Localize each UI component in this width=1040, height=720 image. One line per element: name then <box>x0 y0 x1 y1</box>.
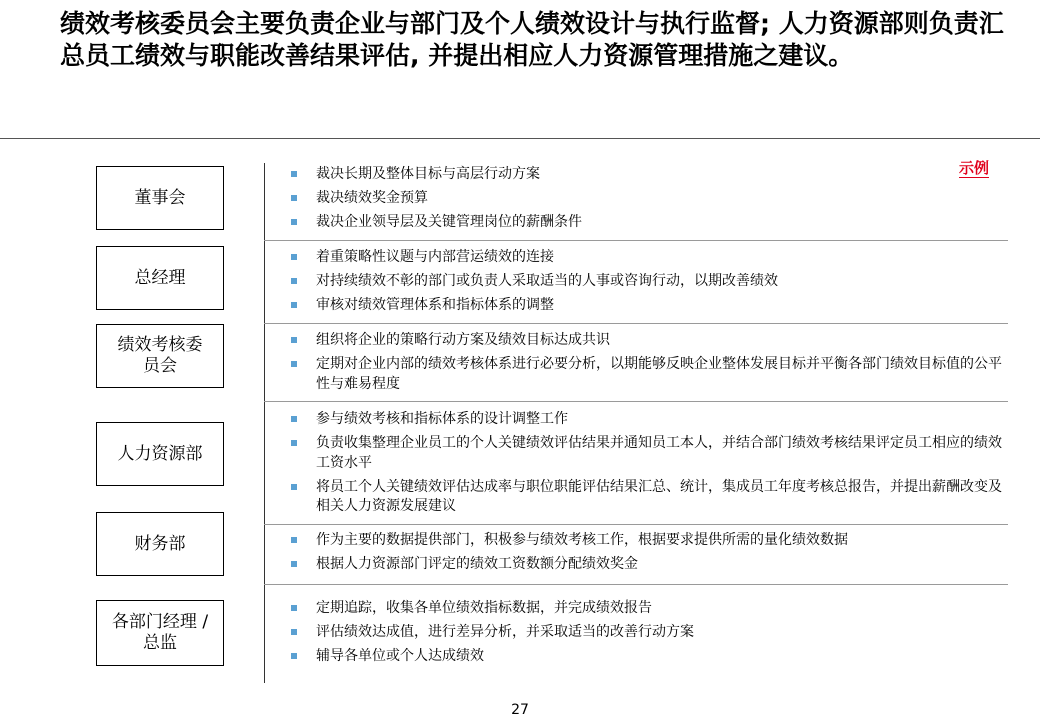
role-label: 总经理 <box>134 267 186 288</box>
list-item <box>288 355 1008 394</box>
item-text: 对持续绩效不彰的部门或负责人采取适当的人事或咨询行动，以期改善绩效 <box>316 273 778 289</box>
role-label: 人力资源部 <box>117 443 203 464</box>
item-text: 负责收集整理企业员工的个人关键绩效评估结果并通知员工本人，并结合部门绩效考核结果评定员工相应的绩效工资水平 <box>316 435 1002 471</box>
list-item <box>288 599 1008 619</box>
row-divider <box>264 240 1008 241</box>
bullet-icon <box>291 171 297 177</box>
row-divider <box>264 584 1008 585</box>
item-text: 审核对绩效管理体系和指标体系的调整 <box>316 297 554 313</box>
bullet-icon <box>291 361 297 367</box>
row-divider <box>264 323 1008 324</box>
bullet-icon <box>291 440 297 446</box>
item-text: 辅导各单位或个人达成绩效 <box>316 648 484 664</box>
bullet-icon <box>291 537 297 543</box>
page-number: 27 <box>511 702 529 718</box>
role-box-hr <box>96 422 224 486</box>
role-box-committee <box>96 324 224 388</box>
item-text: 作为主要的数据提供部门，积极参与绩效考核工作，根据要求提供所需的量化绩效数据 <box>316 532 848 548</box>
role-box-department-managers <box>96 600 224 666</box>
role-label: 董事会 <box>134 187 186 208</box>
bullet-icon <box>291 254 297 260</box>
row-divider <box>264 524 1008 525</box>
row-divider <box>264 401 1008 402</box>
role-box-board <box>96 166 224 230</box>
item-text: 评估绩效达成值，进行差异分析，并采取适当的改善行动方案 <box>316 624 694 640</box>
item-text: 定期追踪，收集各单位绩效指标数据，并完成绩效报告 <box>316 600 652 616</box>
role-box-finance <box>96 512 224 576</box>
role-label: 财务部 <box>134 533 186 554</box>
bullet-icon <box>291 416 297 422</box>
item-text: 裁决长期及整体目标与高层行动方案 <box>316 166 540 182</box>
item-text: 根据人力资源部门评定的绩效工资数额分配绩效奖金 <box>316 556 638 572</box>
bullet-icon <box>291 302 297 308</box>
list-item <box>288 647 1008 667</box>
list-item <box>288 555 1008 575</box>
responsibility-list-department-managers <box>288 599 1008 671</box>
bullet-icon <box>291 629 297 635</box>
list-item <box>288 623 1008 643</box>
bullet-icon <box>291 219 297 225</box>
responsibility-list-committee <box>288 331 1008 399</box>
page-title: 绩效考核委员会主要负责企业与部门及个人绩效设计与执行监督; 人力资源部则负责汇总员工绩效与职能改善结果评估, 并提出相应人力资源管理措施之建议。 <box>60 9 1004 70</box>
list-item <box>288 296 1008 316</box>
list-item <box>288 331 1008 351</box>
list-item <box>288 272 1008 292</box>
responsibility-list-finance <box>288 531 1008 579</box>
item-text: 组织将企业的策略行动方案及绩效目标达成共识 <box>316 332 610 348</box>
item-text: 裁决绩效奖金预算 <box>316 190 428 206</box>
item-text: 着重策略性议题与内部营运绩效的连接 <box>316 249 554 265</box>
sample-tag: 示例 <box>959 159 990 177</box>
list-item <box>288 213 1008 233</box>
role-box-general-manager <box>96 246 224 310</box>
item-text: 参与绩效考核和指标体系的设计调整工作 <box>316 411 568 427</box>
list-item <box>288 165 1008 185</box>
bullet-icon <box>291 653 297 659</box>
bullet-icon <box>291 605 297 611</box>
bullet-icon <box>291 561 297 567</box>
responsibility-list-hr <box>288 410 1008 521</box>
item-text: 定期对企业内部的绩效考核体系进行必要分析，以期能够反映企业整体发展目标并平衡各部门绩效目标值的公平性与难易程度 <box>316 356 1002 392</box>
role-label: 各部门经理 / 总监 <box>111 612 209 653</box>
vertical-divider <box>264 163 265 683</box>
list-item <box>288 531 1008 551</box>
bullet-icon <box>291 278 297 284</box>
responsibility-list-board <box>288 165 1008 237</box>
list-item <box>288 478 1008 517</box>
responsibility-list-general-manager <box>288 248 1008 320</box>
bullet-icon <box>291 484 297 490</box>
item-text: 裁决企业领导层及关键管理岗位的薪酬条件 <box>316 214 582 230</box>
bullet-icon <box>291 195 297 201</box>
bullet-icon <box>291 337 297 343</box>
list-item <box>288 189 1008 209</box>
role-label: 绩效考核委员会 <box>117 335 203 376</box>
title-divider <box>0 138 1040 139</box>
item-text: 将员工个人关键绩效评估达成率与职位职能评估结果汇总、统计，集成员工年度考核总报告，并提出薪酬改变及相关人力资源发展建议 <box>316 478 1002 514</box>
list-item <box>288 410 1008 430</box>
list-item <box>288 248 1008 268</box>
list-item <box>288 434 1008 473</box>
